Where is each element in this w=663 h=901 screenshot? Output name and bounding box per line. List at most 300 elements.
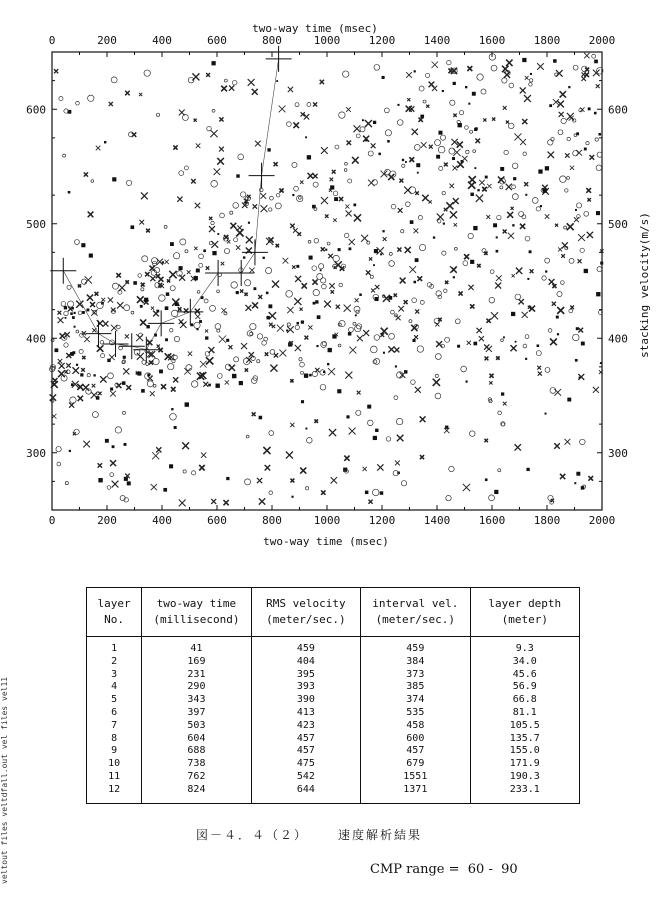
scatter-circle: [569, 309, 573, 313]
table-row: [87, 758, 580, 771]
scatter-dot: [413, 339, 416, 342]
scatter-dot: [236, 291, 239, 294]
table-cell: 457: [251, 733, 360, 746]
scatter-circle: [57, 462, 61, 466]
scatter-circle: [444, 289, 447, 292]
scatter-dot: [69, 450, 71, 452]
scatter-cross: [479, 336, 484, 341]
scatter-dot: [74, 312, 76, 314]
table-cell: 393: [251, 681, 360, 694]
scatter-circle: [489, 297, 495, 303]
scatter-dot: [388, 296, 392, 300]
scatter-circle: [548, 329, 552, 333]
scatter-cross: [241, 343, 247, 349]
scatter-cross: [272, 281, 279, 288]
scatter-circle: [367, 241, 370, 244]
table-header-row: [87, 588, 580, 637]
scatter-dot: [196, 328, 198, 330]
scatter-cross: [221, 308, 226, 313]
scatter-circle: [317, 274, 323, 280]
scatter-dot: [131, 225, 135, 229]
scatter-circle: [596, 165, 602, 171]
scatter-circle: [420, 300, 424, 304]
scatter-dot: [494, 490, 498, 494]
scatter-cross: [88, 212, 94, 218]
scatter-cross: [313, 102, 317, 106]
scatter-circle: [233, 203, 239, 209]
scatter-cross: [252, 302, 258, 308]
scatter-cross: [397, 435, 404, 442]
table-row: [87, 784, 580, 803]
scatter-cross: [125, 91, 130, 96]
table-cell: 679: [361, 758, 470, 771]
scatter-circle: [419, 86, 424, 91]
scatter-cross: [459, 291, 463, 295]
scatter-circle: [67, 301, 73, 307]
table-cell: 1551: [361, 771, 470, 784]
scatter-dot: [436, 155, 440, 159]
scatter-dot: [349, 247, 352, 250]
scatter-dot: [442, 90, 444, 92]
scatter-cross: [211, 499, 216, 504]
scatter-dot: [485, 176, 488, 179]
x-tick-label-top: 1400: [423, 34, 451, 47]
scatter-cross: [404, 186, 411, 193]
x-tick-label-bottom: 2000: [588, 514, 616, 527]
scatter-dot: [581, 342, 585, 346]
scatter-circle: [508, 123, 514, 129]
y-tick-label-left: 400: [26, 332, 46, 346]
x-tick-label-bottom: 600: [207, 514, 227, 527]
scatter-circle: [246, 435, 249, 438]
scatter-cross: [567, 223, 574, 230]
table-cell: 11: [87, 771, 142, 784]
scatter-circle: [548, 140, 553, 145]
table-cell: 5: [87, 694, 142, 707]
scatter-circle: [63, 154, 66, 157]
scatter-cross: [437, 213, 444, 220]
scatter-cross: [545, 214, 549, 218]
scatter-cross: [344, 305, 351, 312]
scatter-cross: [503, 402, 507, 406]
scatter-dot: [575, 359, 578, 362]
scatter-cross: [179, 275, 185, 281]
scatter-cross: [520, 224, 525, 229]
scatter-cross: [137, 353, 144, 360]
table-cell: 413: [251, 707, 360, 720]
scatter-circle: [592, 54, 596, 58]
table-cell: 2: [87, 656, 142, 669]
scatter-cross: [321, 197, 328, 204]
scatter-dot: [473, 342, 477, 346]
scatter-dot: [474, 167, 476, 169]
scatter-circle: [389, 252, 392, 255]
scatter-dot: [305, 428, 307, 430]
scatter-circle: [70, 397, 76, 403]
scatter-cross: [188, 351, 192, 355]
scatter-dot: [537, 344, 540, 347]
scatter-circle: [573, 334, 580, 341]
scatter-cross: [236, 229, 243, 236]
scatter-circle: [356, 134, 360, 138]
scatter-dot: [72, 316, 75, 319]
scatter-cross: [194, 247, 197, 250]
scatter-cross: [270, 365, 277, 372]
scatter-circle: [558, 130, 563, 135]
scatter-dot: [553, 59, 557, 63]
scatter-dot: [104, 141, 106, 143]
scatter-cross: [328, 368, 335, 375]
scatter-cross: [559, 112, 564, 117]
scatter-dot: [307, 155, 311, 159]
scatter-circle: [360, 127, 365, 132]
scatter-dot: [268, 304, 272, 308]
scatter-dot: [576, 472, 580, 476]
scatter-cross: [329, 429, 336, 436]
scatter-circle: [204, 299, 208, 303]
scatter-circle: [586, 141, 589, 144]
scatter-dot: [383, 352, 385, 354]
scatter-cross: [363, 330, 369, 336]
scatter-cross: [394, 294, 397, 297]
scatter-cross: [404, 300, 408, 304]
table-cell: 384: [361, 656, 470, 669]
scatter-cross: [97, 320, 103, 326]
table-cell: 1: [87, 637, 142, 656]
scatter-dot: [175, 302, 179, 306]
scatter-dot: [98, 478, 102, 482]
scatter-cross: [511, 207, 514, 210]
scatter-circle: [490, 270, 494, 274]
scatter-cross: [259, 498, 265, 504]
scatter-dot: [205, 336, 208, 339]
scatter-cross: [248, 79, 255, 86]
scatter-cross: [219, 117, 223, 121]
table-cell: 688: [142, 745, 251, 758]
scatter-cross: [171, 387, 176, 392]
y-tick-label-left: 300: [26, 446, 46, 460]
x-tick-label-bottom: 800: [262, 514, 282, 527]
scatter-dot: [215, 384, 219, 388]
scatter-circle: [264, 337, 268, 341]
scatter-cross: [308, 325, 312, 329]
scatter-dot: [291, 496, 293, 498]
scatter-cross: [252, 89, 258, 95]
scatter-dot: [581, 486, 585, 490]
scatter-cross: [54, 69, 58, 73]
scatter-circle: [512, 194, 518, 200]
scatter-circle: [402, 164, 405, 167]
scatter-dot: [458, 123, 462, 127]
scatter-cross: [184, 368, 190, 374]
scatter-circle: [459, 111, 463, 115]
scatter-circle: [78, 311, 82, 315]
scatter-cross: [576, 150, 582, 156]
x-tick-label-top: 200: [97, 34, 117, 47]
scatter-cross: [288, 87, 293, 92]
scatter-circle: [489, 495, 495, 501]
scatter-cross: [140, 319, 146, 325]
scatter-circle: [435, 374, 438, 377]
scatter-dot: [598, 133, 601, 136]
scatter-cross: [110, 460, 116, 466]
scatter-dot: [453, 276, 455, 278]
scatter-cross: [369, 257, 372, 260]
scatter-cross: [395, 460, 400, 465]
scatter-circle: [580, 248, 584, 252]
scatter-dot: [468, 103, 470, 105]
scatter-circle: [339, 112, 345, 118]
scatter-cross: [312, 279, 317, 284]
scatter-cross: [111, 325, 117, 331]
scatter-cross: [290, 224, 294, 228]
scatter-cross: [252, 412, 256, 416]
table-cell: 105.5: [470, 720, 579, 733]
x-tick-label-bottom: 1400: [423, 514, 451, 527]
scatter-dot: [171, 408, 173, 410]
scatter-cross: [276, 244, 279, 247]
scatter-cross: [297, 232, 301, 236]
scatter-dot: [378, 153, 381, 156]
scatter-cross: [109, 102, 113, 106]
x-tick-label-bottom: 0: [48, 514, 56, 527]
x-ticks-top: [49, 34, 616, 57]
scatter-cross: [230, 223, 236, 229]
scatter-cross: [300, 180, 303, 183]
scatter-cross: [371, 143, 376, 148]
scatter-cross: [265, 352, 269, 356]
scatter-cross: [524, 95, 531, 102]
scatter-dot: [503, 336, 505, 338]
scatter-circle: [320, 278, 325, 283]
scatter-cross: [561, 254, 565, 258]
table-cell: 41: [142, 637, 251, 656]
scatter-dot: [465, 86, 467, 88]
scatter-dot: [253, 287, 256, 290]
scatter-dot: [263, 257, 265, 259]
scatter-circle: [134, 349, 140, 355]
scatter-circle: [287, 122, 292, 127]
scatter-cross: [484, 439, 488, 443]
scatter-cross: [510, 345, 516, 351]
scatter-cross: [98, 392, 101, 395]
scatter-dot: [133, 281, 137, 285]
table-cell: 458: [361, 720, 470, 733]
scatter-dot: [557, 333, 559, 335]
scatter-cross: [498, 177, 504, 183]
scatter-circle: [238, 154, 244, 160]
scatter-circle: [536, 351, 541, 356]
scatter-circle: [367, 420, 373, 426]
scatter-dot: [493, 223, 497, 227]
scatter-cross: [66, 363, 71, 368]
scatter-cross: [477, 328, 482, 333]
scatter-dot: [397, 104, 399, 106]
scatter-cross: [525, 76, 529, 80]
scatter-circle: [584, 211, 589, 216]
scatter-circle: [269, 431, 274, 436]
scatter-cross: [346, 107, 351, 112]
scatter-circle: [141, 288, 144, 291]
scatter-circle: [197, 291, 200, 294]
scatter-circle: [468, 233, 473, 238]
y-tick-label-right: 300: [608, 446, 628, 460]
scatter-dot: [513, 177, 516, 180]
scatter-dot: [80, 373, 83, 376]
scatter-circle: [295, 103, 299, 107]
scatter-cross: [97, 345, 104, 352]
scatter-dot: [71, 383, 74, 386]
scatter-cross: [421, 142, 427, 148]
table-row: [87, 637, 580, 656]
scatter-circle: [220, 213, 225, 218]
scatter-cross: [210, 130, 217, 137]
scatter-circle: [391, 310, 395, 314]
scatter-dot: [162, 261, 164, 263]
scatter-cross: [330, 178, 334, 182]
scatter-cross: [325, 214, 328, 217]
scatter-circle: [97, 302, 104, 309]
table-cell: 475: [251, 758, 360, 771]
scatter-cross: [429, 82, 435, 88]
scatter-cross: [375, 285, 379, 289]
scatter-dot: [54, 348, 58, 352]
scatter-circle: [61, 302, 66, 307]
scatter-cross: [361, 235, 368, 242]
table-cell: 390: [251, 694, 360, 707]
scatter-circle: [245, 280, 251, 286]
scatter-circle: [409, 320, 412, 323]
scatter-cross: [353, 125, 360, 132]
scatter-circle: [412, 298, 417, 303]
scatter-cross: [524, 182, 528, 186]
scatter-circle: [576, 203, 581, 208]
scatter-dot: [112, 445, 115, 448]
scatter-cross: [194, 119, 197, 122]
scatter-cross: [195, 309, 200, 314]
scatter-cross: [141, 283, 145, 287]
scatter-dot: [470, 260, 474, 264]
scatter-dot: [512, 224, 514, 226]
scatter-circle: [88, 95, 94, 101]
table-cell: 171.9: [470, 758, 579, 771]
scatter-cross: [590, 155, 595, 160]
table-cell: 3: [87, 669, 142, 682]
scatter-circle: [545, 258, 550, 263]
scatter-dot: [375, 429, 378, 432]
scatter-dot: [413, 281, 416, 284]
scatter-circle: [64, 311, 68, 315]
scatter-cross: [279, 350, 286, 357]
scatter-circle: [270, 196, 274, 200]
scatter-cross: [487, 184, 491, 188]
scatter-cross: [492, 118, 495, 121]
scatter-dot: [266, 316, 269, 319]
table-row: [87, 694, 580, 707]
scatter-cross: [548, 152, 554, 158]
scatter-circle: [470, 130, 473, 133]
scatter-dot: [348, 332, 351, 335]
scatter-circle: [142, 360, 146, 364]
scatter-dot: [156, 310, 159, 313]
scatter-dot: [346, 415, 349, 418]
scatter-circle: [245, 479, 251, 485]
table-cell: 395: [251, 669, 360, 682]
scatter-cross: [578, 234, 585, 241]
table-cell: 738: [142, 758, 251, 771]
scatter-cross: [229, 345, 233, 349]
table-cell: 343: [142, 694, 251, 707]
scatter-circle: [231, 282, 238, 289]
scatter-cross: [331, 477, 337, 483]
scatter-circle: [564, 226, 567, 229]
scatter-cross: [308, 173, 314, 179]
table-cell: 397: [142, 707, 251, 720]
scatter-cross: [565, 153, 569, 157]
scatter-cross: [187, 270, 191, 274]
scatter-dot: [380, 253, 382, 255]
scatter-circle: [504, 150, 508, 154]
x-tick-label-top: 1600: [478, 34, 506, 47]
scatter-cross: [286, 451, 293, 458]
scatter-circle: [299, 358, 302, 361]
scatter-cross: [464, 254, 469, 259]
scatter-dot: [239, 381, 243, 385]
scatter-dot: [579, 377, 581, 379]
table-cell: 459: [251, 637, 360, 656]
scatter-cross: [192, 73, 199, 80]
scatter-circle: [385, 130, 391, 136]
scatter-dot: [292, 194, 294, 196]
scatter-cross: [470, 304, 474, 308]
scatter-circle: [455, 319, 460, 324]
scatter-cross: [468, 285, 473, 290]
scatter-cross: [274, 162, 278, 166]
scatter-circle: [211, 180, 218, 187]
scatter-cross: [485, 357, 489, 361]
scatter-dot: [165, 338, 168, 341]
scatter-cross: [199, 465, 205, 471]
scatter-dot: [147, 374, 150, 377]
scatter-cross: [201, 452, 206, 457]
scatter-circle: [307, 437, 313, 443]
scatter-circle: [64, 343, 68, 347]
scatter-cross: [409, 266, 416, 273]
scatter-cross: [219, 335, 226, 342]
scatter-dot: [110, 387, 113, 390]
table-cell: 190.3: [470, 771, 579, 784]
scatter-cross: [453, 198, 459, 204]
header-layer-depth: layer depth (meter): [470, 588, 579, 637]
scatter-circle: [174, 336, 179, 341]
scatter-dot: [72, 307, 74, 309]
scatter-dot: [526, 468, 529, 471]
scatter-cross: [283, 258, 289, 264]
scatter-cross: [496, 275, 502, 281]
scatter-dot: [515, 341, 517, 343]
scatter-circle: [519, 211, 524, 216]
scatter-cross: [245, 305, 251, 311]
scatter-cross: [558, 247, 562, 251]
scatter-cross: [432, 61, 438, 67]
scatter-cross: [156, 274, 160, 278]
scatter-circle: [112, 283, 118, 289]
scatter-cross: [78, 396, 83, 401]
scatter-cross: [90, 302, 95, 307]
scatter-cross: [179, 500, 186, 507]
scatter-circle: [183, 470, 186, 473]
scatter-cross: [394, 347, 399, 352]
